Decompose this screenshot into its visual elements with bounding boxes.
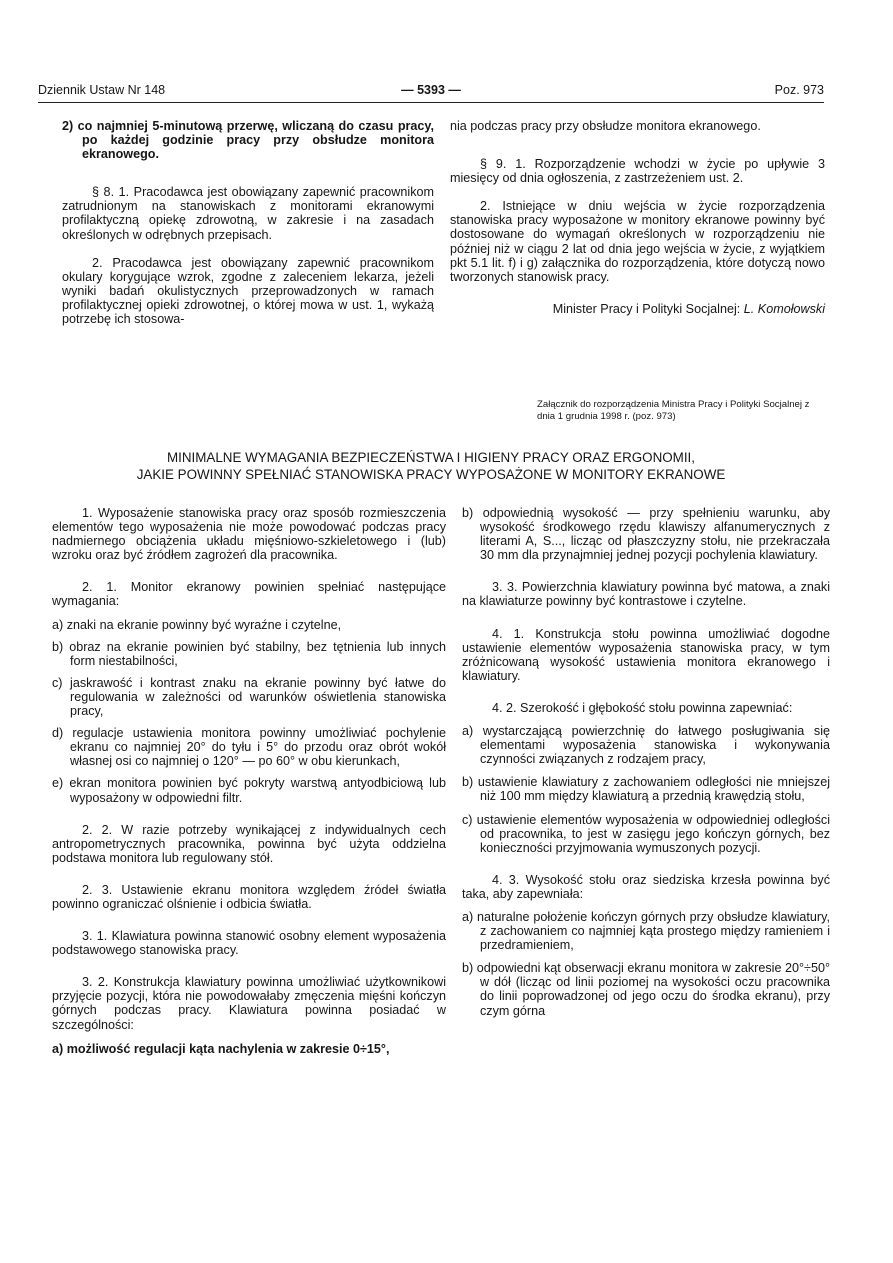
annex-list-item: a) znaki na ekranie powinny być wyraźne i czytelne, [52,617,342,632]
page-header [38,83,824,101]
header-rule [38,102,824,103]
top-left-column [62,119,434,339]
annex-list-item: b) ustawienie klawiatury z zachowaniem odległości nie mniejszej niż 100 mm między klawiaturą a przednią krawędzią stołu, [462,775,830,804]
annex-list-item: c) jaskrawość i kontrast znaku na ekranie powinny być łatwe do regulowania w zależności od warunków oświetlenia stanowiska pracy, [52,675,446,719]
paragraph-s9-2: 2. Istniejące w dniu wejścia w życie rozporządzenia stanowiska pracy wyposażone w monitory ekranowe powinny być dostosowane do wymagań określonych w rozporządzeniu nie później niż w ciągu 2 lat od dnia jego wejścia w życie, z wyjątkiem pkt 5.1 lit. f) i g) załącznika do rozporządzenia, które dotyczą nowo tworzonych stanowisk pracy. [450,199,825,284]
annex-paragraph: 3. 3. Powierzchnia klawiatury powinna być matowa, a znaki na klawiaturze powinny być kontrastowe i czytelne. [462,580,830,609]
annex-paragraph: 2. 2. W razie potrzeby wynikającej z indywidualnych cech antropometrycznych pracownika, powinna być użyta oddzielna podstawa monitora lub regulowany stół. [52,822,446,865]
annex-list-item: a) możliwość regulacji kąta nachylenia w zakresie 0÷15°, [52,1041,390,1056]
paragraph-point-2: 2) co najmniej 5-minutową przerwę, wliczaną do czasu pracy, po każdej godzinie pracy przy obsłudze monitora ekranowego. [62,119,434,162]
annex-list-item: a) wystarczającą powierzchnię do łatwego posługiwania się elementami wyposażenia stanowiska i wykonywania czynności związanych z rodzajem pracy, [462,724,830,767]
signature-name: L. Komołowski [743,301,825,316]
paragraph-s8-1: § 8. 1. Pracodawca jest obowiązany zapewnić pracownikom zatrudnionym na stanowiskach z monitorami ekranowymi profilaktyczną opiekę zdrowotną, w zakresie i na zasadach określonych w odrębnych przepisach. [62,185,434,242]
annex-paragraph: 1. Wyposażenie stanowiska pracy oraz sposób rozmieszczenia elementów tego wyposażenia nie może powodować podczas pracy nadmiernego obciążenia układu mięśniowo-szkieletowego i (lub) wzroku oraz być źródłem zagrożeń dla pracownika. [52,506,446,563]
title-line-1: MINIMALNE WYMAGANIA BEZPIECZEŃSTWA I HIGIENY PRACY ORAZ ERGONOMII, [166,450,695,465]
page-number: — 5393 — [401,83,461,97]
minister-signature [450,302,825,316]
paragraph-s8-2: 2. Pracodawca jest obowiązany zapewnić pracownikom okulary korygujące wzrok, zgodne z zaleceniem lekarza, jeżeli wyniki badań okulistycznych przeprowadzonych w ramach profilaktycznej opieki zdrowotnej, o której mowa w ust. 1, wykażą potrzebę ich stosowa- [62,255,434,327]
annex-left-column [52,506,446,1069]
annex-list-item: b) obraz na ekranie powinien być stabilny, bez tętnienia lub innych form niestabilności, [52,639,446,668]
annex-paragraph: 4. 1. Konstrukcja stołu powinna umożliwiać dogodne ustawienie elementów wyposażenia stanowiska pracy, w tym zróżnicowaną wysokość ustawienia monitora ekranowego i klawiatury. [462,626,830,683]
signature-prefix: Minister Pracy i Polityki Socjalnej: [552,301,744,316]
annex-paragraph: 3. 1. Klawiatura powinna stanowić osobny element wyposażenia podstawowego stanowiska pracy. [52,929,446,958]
annex-list-item: b) odpowiednią wysokość — przy spełnieniu warunku, aby wysokość środkowego rzędu klawiszy alfanumerycznych z literami A, S..., licząc od płaszczyzny stołu, nie przekraczała 30 mm dla przynajmniej jednej pozycji pochylenia klawiatury. [462,506,830,563]
annex-list-item: d) regulacje ustawienia monitora powinny umożliwiać pochylenie ekranu co najmniej 20° do tyłu i 5° do przodu oraz obrót wokół własnej osi co najmniej o 120° — po 60° w obu kierunkach, [52,726,446,769]
annex-paragraph: 2. 1. Monitor ekranowy powinien spełniać następujące wymagania: [52,580,446,609]
title-line-2: JAKIE POWINNY SPEŁNIAĆ STANOWISKA PRACY WYPOSAŻONE W MONITORY EKRANOWE [136,467,726,482]
annex-paragraph: 4. 3. Wysokość stołu oraz siedziska krzesła powinna być taka, aby zapewniała: [462,872,830,901]
annex-paragraph: 4. 2. Szerokość i głębokość stołu powinna zapewniać: [492,700,793,715]
annex-list-item: c) ustawienie elementów wyposażenia w odpowiedniej odległości od pracownika, to jest w zasięgu jego kończyn górnych, bez konieczności przyjmowania wymuszonych pozycji. [462,812,830,855]
journal-name: Dziennik Ustaw Nr 148 [38,83,166,97]
annex-note: Załącznik do rozporządzenia Ministra Pracy i Polityki Socjalnej z dnia 1 grudnia 1998 r. (poz. 973) [537,399,810,422]
top-right-column [450,119,825,329]
annex-paragraph: 2. 3. Ustawienie ekranu monitora względem źródeł światła powinno ograniczać olśnienie i odbicia światła. [52,882,446,911]
annex-right-column [462,506,830,1031]
annex-list-item: e) ekran monitora powinien być pokryty warstwą antyodbiciową lub wyposażony w odpowiedni filtr. [52,776,446,805]
annex-list-item: a) naturalne położenie kończyn górnych przy obsłudze klawiatury, z zachowaniem co najmniej kąta prostego między ramieniem i przedramieniem, [462,909,830,953]
paragraph-s9-1: § 9. 1. Rozporządzenie wchodzi w życie po upływie 3 miesięcy od dnia ogłoszenia, z zastrzeżeniem ust. 2. [450,157,825,186]
annex-list-item: b) odpowiedni kąt obserwacji ekranu monitora w zakresie 20°÷50° w dół (licząc od linii poziomej na wysokości oczu pracownika do linii poprowadzonej od jego oczu do środka ekranu), przy czym górna [462,961,830,1018]
position-number: Poz. 973 [774,83,824,97]
annex-paragraph: 3. 2. Konstrukcja klawiatury powinna umożliwiać użytkownikowi przyjęcie pozycji, która nie powodowałaby zmęczenia mięśni kończyn górnych podczas pracy. Klawiatura powinna posiadać w szczególności: [52,975,446,1032]
paragraph-continued: nia podczas pracy przy obsłudze monitora ekranowego. [450,119,761,133]
annex-title [38,449,824,483]
